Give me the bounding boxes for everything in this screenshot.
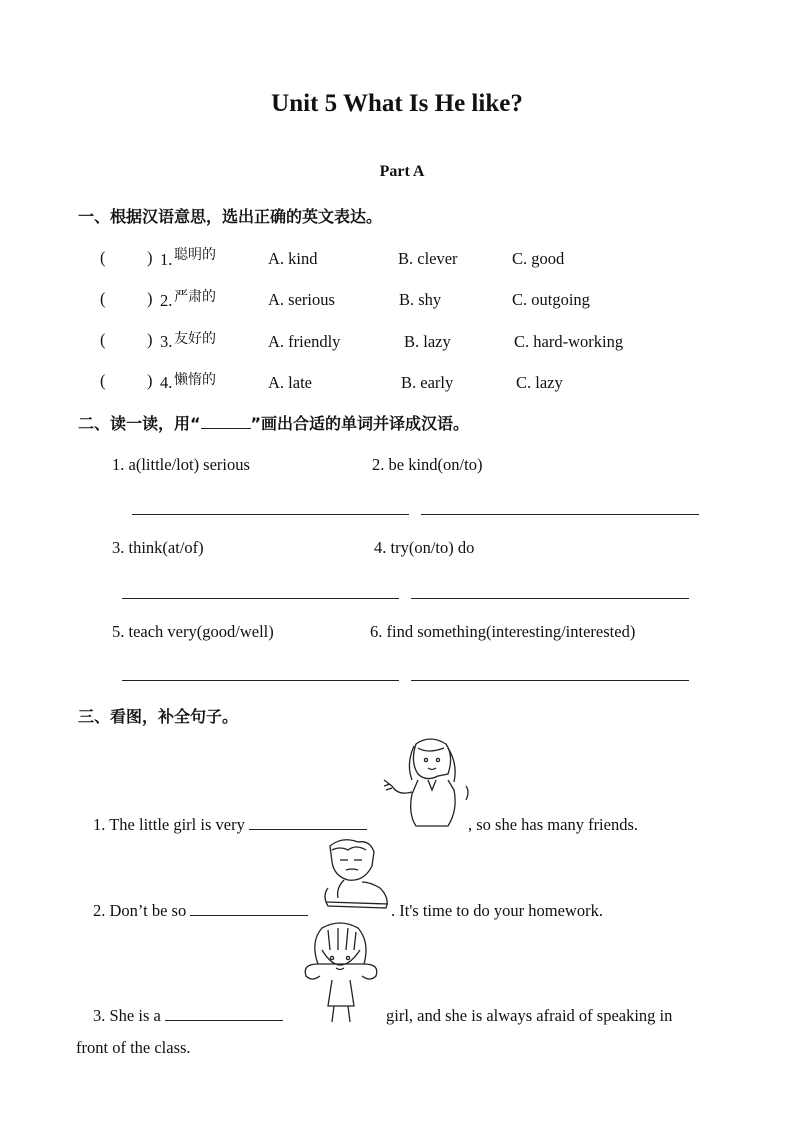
answer-line-4[interactable]	[411, 598, 689, 599]
section3-heading: 三、看图，补全句子。	[78, 707, 239, 726]
option-a: A. friendly	[268, 332, 341, 351]
answer-line-5[interactable]	[122, 680, 399, 681]
question-number: 4.	[160, 373, 173, 392]
sentence-3-continued: front of the class.	[76, 1038, 191, 1057]
phrase-5: 5. teach very(good/well)	[112, 622, 274, 641]
underline-sample	[201, 414, 251, 429]
question-number: 1.	[160, 250, 173, 269]
option-b: B. lazy	[404, 332, 451, 351]
answer-paren-close: )	[147, 330, 153, 349]
chinese-word: 严肃的	[174, 289, 216, 305]
sentence-3-end: girl, and she is always afraid of speaking in	[386, 1006, 673, 1025]
answer-line-2[interactable]	[421, 514, 699, 515]
phrase-4: 4. try(on/to) do	[374, 538, 475, 557]
answer-line-1[interactable]	[132, 514, 409, 515]
sentence-2-blank[interactable]	[190, 901, 308, 916]
question-number: 2.	[160, 291, 173, 310]
option-b: B. shy	[399, 290, 442, 309]
sentence-1-end: , so she has many friends.	[468, 815, 639, 834]
chinese-word: 聪明的	[174, 247, 216, 263]
phrase-1: 1. a(little/lot) serious	[112, 455, 250, 474]
phrase-2: 2. be kind(on/to)	[372, 455, 483, 474]
bored-boy-picture	[318, 836, 392, 916]
sentence-2-start: 2. Don’t be so	[93, 901, 187, 920]
section1-heading: 一、根据汉语意思，选出正确的英文表达。	[78, 207, 383, 226]
shy-girl-picture	[298, 920, 384, 1026]
answer-paren-close: )	[147, 371, 153, 390]
sentence-1	[93, 815, 367, 835]
option-a: A. late	[268, 373, 312, 392]
phrase-6: 6. find something(interesting/interested)	[370, 622, 636, 641]
answer-line-3[interactable]	[122, 598, 399, 599]
chinese-word: 友好的	[174, 331, 216, 347]
sentence-2	[93, 901, 308, 921]
part-label: Part A	[379, 163, 425, 180]
answer-paren-close: )	[147, 289, 153, 308]
phrase-3: 3. think(at/of)	[112, 538, 204, 557]
section2-heading-end: ”画出合适的单词并译成汉语。	[250, 414, 470, 433]
pointing-girl-picture	[378, 734, 474, 832]
answer-line-6[interactable]	[411, 680, 689, 681]
sentence-2-end: . It's time to do your homework.	[391, 901, 603, 920]
answer-paren-close: )	[147, 248, 153, 267]
option-c: C. good	[512, 249, 565, 268]
option-c: C. hard-working	[514, 332, 624, 351]
sentence-3-start: 3. She is a	[93, 1006, 161, 1025]
option-a: A. serious	[268, 290, 335, 309]
answer-paren-open[interactable]: (	[100, 371, 106, 390]
sentence-3-blank[interactable]	[165, 1006, 283, 1021]
page-title: Unit 5 What Is He like?	[271, 90, 523, 117]
sentence-1-blank[interactable]	[249, 815, 367, 830]
section2-heading	[78, 411, 469, 434]
option-b: B. clever	[398, 249, 458, 268]
sentence-1-start: 1. The little girl is very	[93, 815, 245, 834]
chinese-word: 懒惰的	[174, 372, 216, 388]
answer-paren-open[interactable]: (	[100, 248, 106, 267]
option-b: B. early	[401, 373, 454, 392]
answer-paren-open[interactable]: (	[100, 330, 106, 349]
option-c: C. outgoing	[512, 290, 590, 309]
sentence-3	[93, 1006, 283, 1026]
option-a: A. kind	[268, 249, 318, 268]
question-number: 3.	[160, 332, 173, 351]
section2-heading-start: 二、读一读，用“	[78, 414, 201, 433]
answer-paren-open[interactable]: (	[100, 289, 106, 308]
option-c: C. lazy	[516, 373, 563, 392]
